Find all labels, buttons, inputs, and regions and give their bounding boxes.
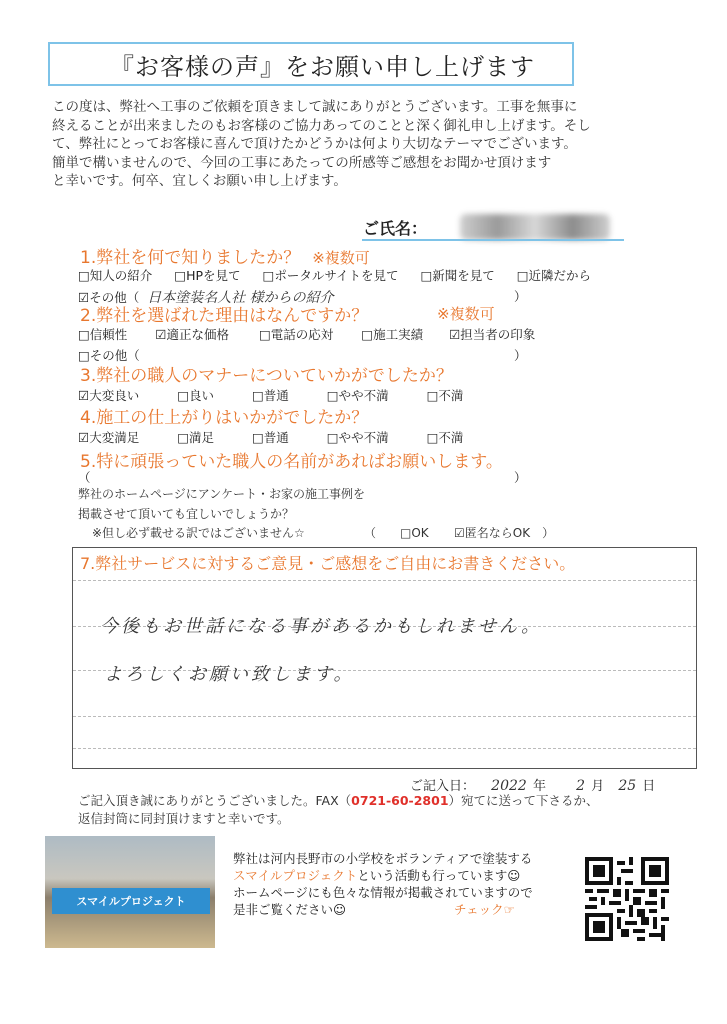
check-link[interactable]: チェック☞ (454, 902, 515, 917)
checkbox-option[interactable]: □知人の紹介 (78, 268, 153, 283)
footer-text-see: 是非ご覧ください☺ (233, 902, 347, 917)
q2-title: 2.弊社を選ばれた理由はなんですか？ (80, 306, 369, 326)
date-month-unit: 月 (591, 779, 605, 794)
q2-options (78, 325, 553, 343)
date-day-unit: 日 (642, 779, 656, 794)
fax-text: ご記入頂き誠にありがとうございました。FAX（ (78, 793, 352, 808)
checkbox-option[interactable]: □ポータルサイトを見て (262, 268, 399, 283)
checkbox-option[interactable]: □満足 (177, 430, 215, 445)
hp-ok-checkbox[interactable]: （ □OK (364, 526, 429, 540)
checkbox-option[interactable]: □やや不満 (326, 388, 389, 403)
hp-anon-checkbox[interactable]: ☑匿名ならOK ） (454, 526, 555, 540)
date-day[interactable]: 25 (618, 778, 637, 794)
checkbox-option[interactable]: □やや不満 (326, 430, 389, 445)
checkbox-other[interactable]: ☑その他（ (78, 290, 140, 305)
checkbox-option[interactable]: □不満 (426, 430, 464, 445)
footer-text-rest: という活動も行っています☺ (357, 868, 521, 883)
q1-note: ※複数可 (312, 249, 370, 267)
footer-line2 (233, 867, 533, 884)
checkbox-option[interactable]: □施工実績 (361, 327, 424, 342)
date-year[interactable]: 2022 (491, 778, 527, 794)
fax-line1 (78, 792, 599, 810)
checkbox-option[interactable]: □HPを見て (174, 268, 241, 283)
checkbox-option[interactable]: ☑大変良い (78, 388, 140, 403)
date-label: ご記入日： (410, 779, 476, 794)
checkbox-option[interactable]: □近隣だから (516, 268, 592, 283)
form-title (48, 42, 574, 86)
intro-paragraph (52, 98, 692, 191)
q1-options (78, 266, 609, 284)
q3-options (78, 386, 481, 404)
qr-code-icon[interactable] (585, 857, 669, 941)
checkbox-option[interactable]: □不満 (426, 388, 464, 403)
close-paren: ） (514, 348, 527, 363)
intro-line: この度は、弊社へ工事のご依頼を頂きまして誠にありがとうございます。工事を無事に (52, 99, 578, 115)
q7-answer-line1[interactable]: 今後もお世話になる事があるかもしれません。 (100, 616, 543, 637)
fax-instructions (78, 792, 599, 828)
close-paren: ） (514, 289, 527, 304)
intro-line: 終えることが出来ましたのもお客様のご協力あってのことと深く御礼申し上げます。そし (52, 117, 591, 134)
checkbox-option[interactable]: □良い (177, 388, 215, 403)
footer-line1: 弊社は河内長野市の小学校をボランティアで塗装する (233, 851, 533, 866)
q3-title: 3.弊社の職人のマナーについていかがでしたか？ (80, 366, 453, 386)
checkbox-option[interactable]: ☑大変満足 (78, 430, 140, 445)
checkbox-option[interactable]: □電話の応対 (259, 327, 334, 342)
hp-line1: 弊社のホームページにアンケート・お家の施工事例を (78, 487, 366, 501)
checkbox-option[interactable]: ☑担当者の印象 (449, 327, 536, 342)
q7-answer-line2[interactable]: よろしくお願い致します。 (104, 664, 355, 685)
intro-line: 簡単で構いませんので、今回の工事にあたっての所感等ご感想をお聞かせ頂けます (52, 154, 552, 171)
name-underline (362, 239, 624, 241)
title-text: 『お客様の声』をお願い申し上げます (110, 52, 535, 81)
q5-title: 5.特に頑張っていた職人の名前があればお願いします。 (80, 452, 503, 472)
checkbox-option[interactable]: □普通 (252, 388, 289, 403)
comment-box[interactable] (72, 547, 697, 769)
checkbox-option[interactable]: □信頼性 (78, 327, 128, 342)
hp-line3: ※但し必ず載せる訳ではございません☆ (92, 526, 305, 540)
checkbox-option[interactable]: ☑適正な価格 (155, 327, 230, 342)
checkbox-option[interactable]: □普通 (252, 430, 289, 445)
q5-open-paren: （ (78, 470, 91, 485)
q1-other-answer[interactable]: 日本塗装名人社 様からの紹介 (147, 290, 334, 306)
q1-heading (80, 243, 370, 268)
fax-number[interactable]: 0721-60-2801 (351, 793, 449, 808)
intro-line: て、弊社にとってお客様に喜んで頂けたかどうかは何より大切なテーマでございます。 (52, 136, 577, 152)
footer-text (233, 850, 533, 918)
q4-title: 4.施工の仕上がりはいかがでしたか？ (80, 408, 369, 428)
q2-heading (80, 301, 368, 326)
smile-project-link[interactable]: スマイルプロジェクト (233, 868, 358, 883)
redacted-name (460, 214, 610, 240)
photo-banner: スマイルプロジェクト (52, 888, 210, 914)
fax-line2: 返信封筒に同封頂けますと幸いです。 (78, 811, 290, 826)
q4-options (78, 428, 481, 446)
date-month[interactable]: 2 (576, 778, 586, 794)
checkbox-other[interactable]: □その他（ (78, 348, 140, 363)
q2-note: ※複数可 (437, 305, 495, 323)
hp-line2: 掲載させて頂いても宜しいでしょうか？ (78, 507, 295, 521)
date-year-unit: 年 (532, 779, 546, 794)
name-label: ご氏名： (363, 219, 428, 238)
checkbox-option[interactable]: □新聞を見て (420, 268, 495, 283)
close-paren: ） (514, 470, 527, 485)
footer-line3: ホームページにも色々な情報が掲載されていますので (233, 885, 533, 900)
q7-title: 7.弊社サービスに対するご意見・ご感想をご自由にお書きください。 (80, 554, 576, 573)
intro-line: と幸いです。何卒、宜しくお願い申し上げます。 (52, 173, 347, 189)
fax-text: ）宛てに送って下さるか、 (448, 793, 599, 808)
footer-line4 (233, 901, 533, 918)
q1-title: 1.弊社を何で知りましたか？ (80, 248, 301, 268)
